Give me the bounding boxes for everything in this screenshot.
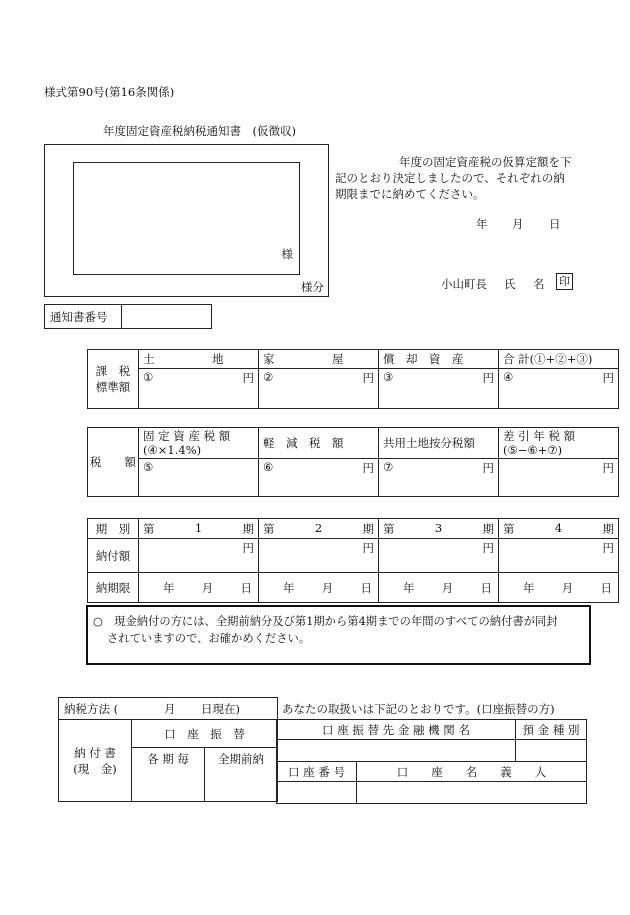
- mark-6: ⑥: [263, 460, 274, 474]
- account-number-header: 口 座 番 号: [277, 762, 357, 782]
- date-day: 日: [480, 580, 492, 595]
- seal-mark: 印: [556, 273, 573, 290]
- deposit-type-header: 預 金 種 別: [516, 720, 587, 740]
- pay-amount-1: 円: [139, 539, 259, 573]
- period-dai: 第: [503, 521, 515, 536]
- each-period-cell: 各 期 毎: [132, 748, 205, 802]
- payment-slip-label-1: 納 付 書: [74, 745, 116, 760]
- unit-yen: 円: [362, 461, 374, 475]
- payment-method-header: [59, 698, 278, 720]
- header-fixed-asset-tax: [139, 428, 259, 459]
- period-num: 2: [314, 520, 323, 535]
- header-house: 家 屋: [259, 350, 379, 369]
- form-number: 様式第90号(第16条関係): [44, 85, 175, 99]
- mark-5: ⑤: [143, 460, 154, 474]
- header-net-annual-line-1: 差 引 年 税 額: [503, 429, 576, 443]
- header-reduction: 軽 減 税 額: [259, 428, 379, 459]
- unit-yen: 円: [482, 461, 494, 475]
- mark-7: ⑦: [383, 460, 394, 474]
- sama-bun-label: 様分: [301, 280, 324, 294]
- unit-yen: 円: [242, 371, 254, 385]
- period-2: [259, 519, 379, 539]
- header-net-annual-line-2: (⑤−⑥+⑦): [503, 443, 563, 457]
- cash-notice-line-1: ○ 現金納付の方には、全期前納分及び第1期から第4期までの年間のすべての納付書が同封: [93, 615, 558, 628]
- header-fixed-asset-tax-line-2: (④×1.4%): [143, 443, 202, 457]
- unit-yen: 円: [482, 371, 494, 385]
- full-prepay-cell: 全期前納: [205, 748, 278, 802]
- issuer-shi: 氏: [504, 277, 516, 291]
- account-transfer-header: 口 座 振 替: [132, 720, 278, 748]
- period-3: [379, 519, 499, 539]
- payment-method-date: 日現在): [201, 701, 240, 716]
- period-ki: 期: [602, 521, 614, 536]
- payment-method-label: 納税方法 (: [64, 701, 119, 716]
- tax-amount-label: 税 額: [88, 428, 139, 497]
- address-frame: [44, 144, 329, 297]
- period-label: 期 別: [88, 519, 139, 539]
- header-shared-land: 共用土地按分税額: [379, 428, 499, 459]
- account-number-value: [277, 782, 357, 804]
- period-dai: 第: [143, 521, 155, 536]
- deadline-label: 納期限: [88, 573, 139, 603]
- bank-name-header: 口 座 振 替 先 金 融 機 関 名: [277, 720, 516, 740]
- base-cell-3: [379, 369, 499, 409]
- notice-day: 日: [549, 217, 561, 231]
- account-holder-header: 口 座 名 義 人: [357, 762, 587, 782]
- mark-1: ①: [143, 370, 154, 384]
- deadline-4: [499, 573, 619, 603]
- tax-amount-table: [87, 427, 619, 497]
- date-year: 年: [523, 580, 535, 595]
- deadline-2: [259, 573, 379, 603]
- header-land: 土 地: [139, 350, 259, 369]
- tax-base-label-2: 標準額: [95, 380, 131, 394]
- date-day: 日: [240, 580, 252, 595]
- notice-line-2: 記のとおり決定しましたので、それぞれの納: [335, 171, 565, 185]
- period-dai: 第: [383, 521, 395, 536]
- date-month: 月: [441, 580, 454, 595]
- document-title: 年度固定資産税納税通知書 (仮徴収): [103, 124, 296, 138]
- payment-method-table: [58, 697, 278, 802]
- account-table: [276, 719, 587, 804]
- tax-base-label: [88, 350, 139, 409]
- header-net-annual: [499, 428, 619, 459]
- amount-cell-8: [499, 459, 619, 497]
- base-cell-1: [139, 369, 259, 409]
- period-4: [499, 519, 619, 539]
- sama-label: 様: [281, 247, 293, 261]
- date-day: 日: [360, 580, 372, 595]
- cash-notice-line-2: されていますので、お確かめください。: [107, 632, 311, 645]
- issuer-name: 小山町長: [441, 277, 487, 291]
- period-1: [139, 519, 259, 539]
- mark-3: ③: [383, 370, 394, 384]
- notice-number-table: [44, 304, 212, 329]
- period-num: 4: [554, 520, 563, 535]
- date-year: 年: [283, 580, 295, 595]
- address-inner-box: [73, 162, 300, 275]
- notice-month: 月: [512, 217, 524, 231]
- date-month: 月: [321, 580, 334, 595]
- mark-4: ④: [503, 370, 514, 384]
- date-month: 月: [561, 580, 574, 595]
- issuer-mei: 名: [533, 277, 545, 291]
- notice-line-1: 年度の固定資産税の仮算定額を下: [399, 155, 572, 169]
- deadline-1: [139, 573, 259, 603]
- amount-cell-5: [139, 459, 259, 497]
- header-total: 合 計(①+②+③): [499, 350, 619, 369]
- date-year: 年: [163, 580, 175, 595]
- pay-amount-2: 円: [259, 539, 379, 573]
- amount-cell-7: [379, 459, 499, 497]
- tax-base-table: [87, 349, 619, 409]
- notice-year: 年: [476, 217, 488, 231]
- installments-table: [87, 518, 619, 603]
- period-dai: 第: [263, 521, 275, 536]
- account-intro: あなたの取扱いは下記のとおりです。(口座振替の方): [282, 702, 555, 716]
- deposit-type-value: [516, 740, 587, 762]
- payment-slip-label-2: (現 金): [73, 761, 117, 776]
- notice-number-value: [122, 305, 212, 329]
- period-ki: 期: [482, 521, 494, 536]
- period-ki: 期: [362, 521, 374, 536]
- notice-number-label: 通知書番号: [45, 305, 122, 329]
- period-num: 3: [434, 520, 443, 535]
- payment-slip-cell: [59, 720, 132, 802]
- payment-method-month: 月: [164, 701, 176, 716]
- amount-cell-6: [259, 459, 379, 497]
- unit-yen: 円: [602, 371, 614, 385]
- notice-line-3: 期限までに納めてください。: [335, 187, 485, 201]
- header-depreciable: 償 却 資 産: [379, 350, 499, 369]
- pay-amount-4: 円: [499, 539, 619, 573]
- date-month: 月: [201, 580, 214, 595]
- date-day: 日: [600, 580, 612, 595]
- deadline-3: [379, 573, 499, 603]
- unit-yen: 円: [602, 461, 614, 475]
- bank-name-value: [277, 740, 516, 762]
- unit-yen: 円: [362, 371, 374, 385]
- mark-2: ②: [263, 370, 274, 384]
- base-cell-2: [259, 369, 379, 409]
- tax-base-label-1: 課 税: [95, 364, 131, 378]
- period-ki: 期: [242, 521, 254, 536]
- account-holder-value: [357, 782, 587, 804]
- amount-label: 納付額: [88, 539, 139, 573]
- cash-payment-notice-box: [86, 605, 591, 665]
- period-num: 1: [194, 520, 203, 535]
- header-fixed-asset-tax-line-1: 固 定 資 産 税 額: [143, 429, 231, 443]
- date-year: 年: [403, 580, 415, 595]
- pay-amount-3: 円: [379, 539, 499, 573]
- base-cell-4: [499, 369, 619, 409]
